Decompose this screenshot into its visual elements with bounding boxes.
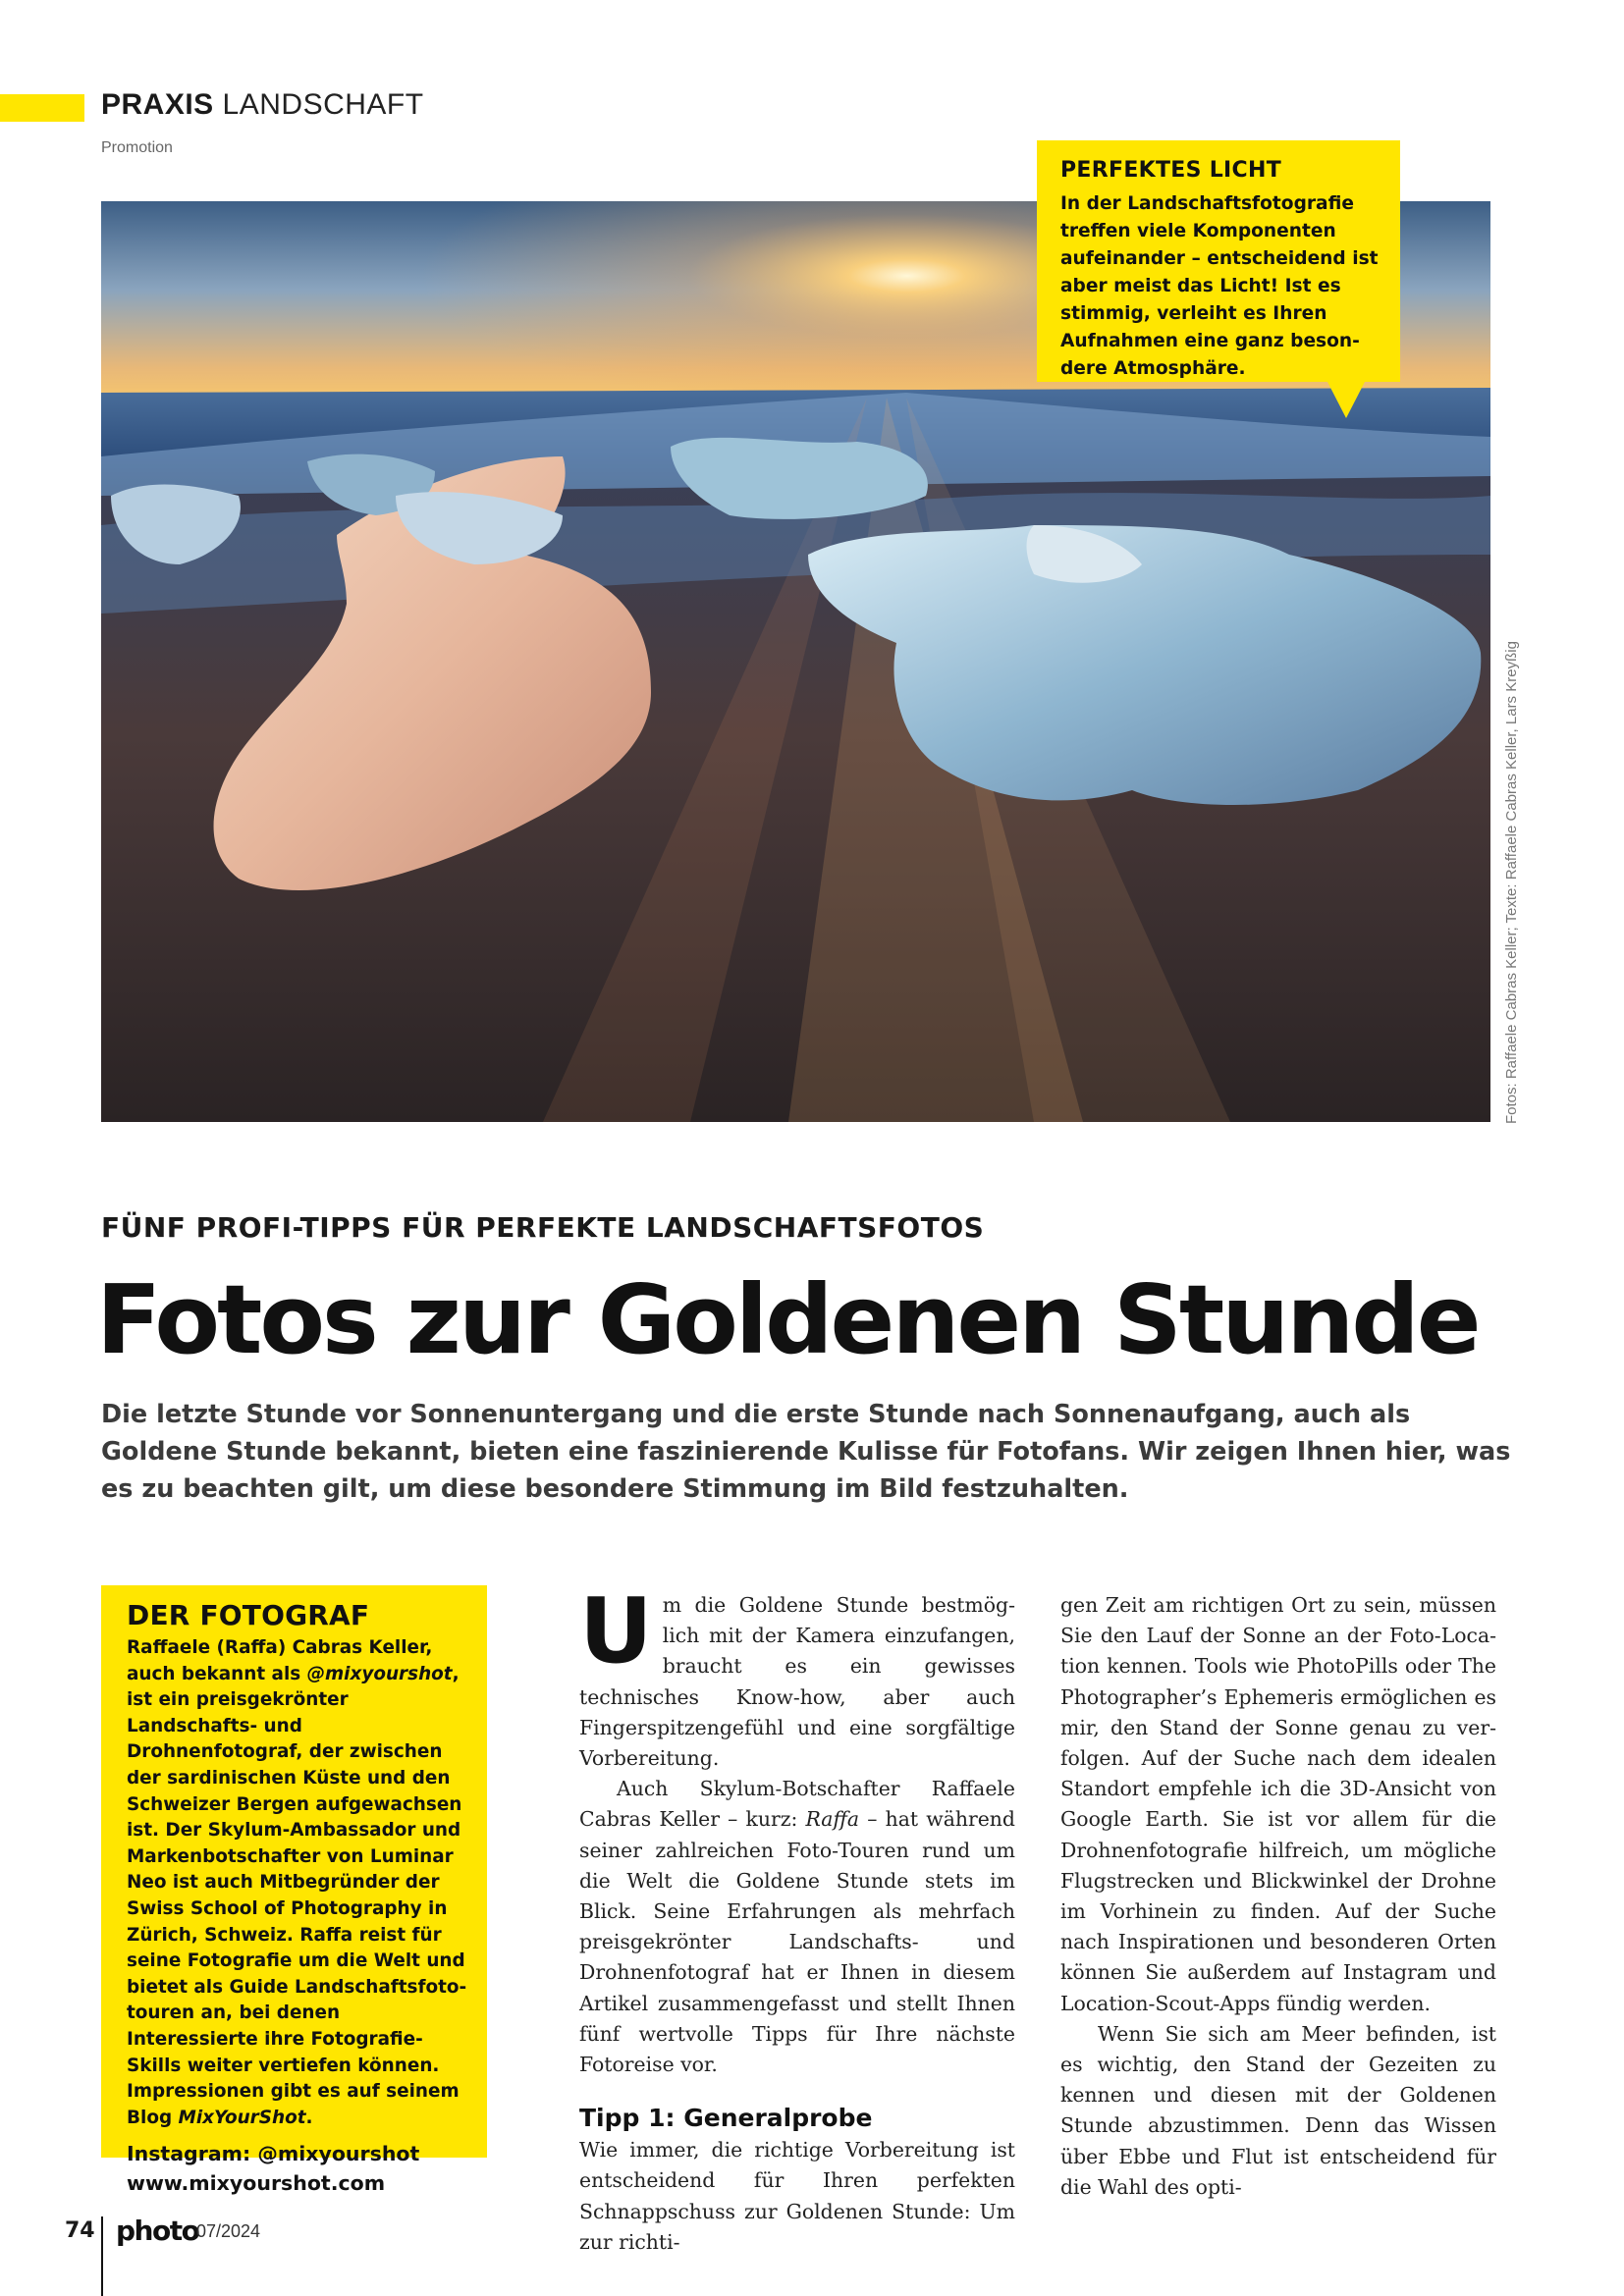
- callout-box: [1037, 140, 1400, 382]
- paragraph: gen Zeit am richtigen Ort zu sein, müssen Sie den Lauf der Sonne an der Foto-Location kennen. Tools wie PhotoPills oder The Photographer’s Ephemeris ermöglichen es mir, den Stand der Sonne genau zu verfolgen. Auf der Suche nach dem idealen Standort empfehle ich die 3D-Ansicht von Google Earth. Sie ist vor allem für die Drohnenfotografie hilfreich, um mögliche Flugstrecken und Blickwinkel der Drohne im Vorhinein zu finden. Auf der Suche nach Inspirationen und besonderen Orten können Sie außerdem auf Instagram und Location-Scout-Apps fündig werden.: [1060, 1593, 1496, 2015]
- paragraph-text: m die Goldene Stunde bestmöglich mit der Kamera einzufangen, braucht es ein gewisses technisches Know-how, aber auch Fingerspitzengefühl und eine sorgfältige Vorbereitung.: [579, 1593, 1015, 1771]
- article-column-1: [579, 1578, 1015, 2258]
- section-accent-bar: [0, 94, 84, 122]
- callout-title: PERFEKTES LICHT: [1060, 158, 1282, 183]
- bio-title: DER FOTOGRAF: [127, 1599, 370, 1631]
- issue-number: 07/2024: [196, 2221, 261, 2241]
- article-kicker: FÜNF PROFI-TIPPS FÜR PERFEKTE LANDSCHAFTSFOTOS: [101, 1211, 985, 1244]
- paragraph: Wenn Sie sich am Meer befinden, ist es wichtig, den Stand der Gezeiten zu kennen und diesen mit der Goldenen Stunde abzustimmen. Denn das Wissen über Ebbe und Flut ist entscheidend für die Wahl des opti-: [1060, 2021, 1496, 2199]
- nickname: Raffa: [805, 1807, 860, 1832]
- article-lead: Die letzte Stunde vor Sonnenuntergang und die erste Stunde nach Sonnenaufgang, auch als Goldene Stunde bekannt, bieten eine faszinierende Kulisse für Fotofans. Wir zeigen Ihnen hier, was es zu beachten gilt, um diese besondere Stimmung im Bild festzuhalten.: [101, 1400, 1511, 1504]
- bio-text-part: .: [305, 2107, 313, 2128]
- bio-handle: @mixyourshot: [306, 1663, 453, 1684]
- photographer-bio-box: [101, 1585, 487, 2196]
- photo-credit: Fotos: Raffaele Cabras Keller; Texte: Raffaele Cabras Keller, Lars Kreyßig: [1503, 641, 1520, 1124]
- drop-cap: U: [579, 1578, 653, 1683]
- paragraph-text: Auch Skylum-Botschafter Raffaele Cabras Keller – kurz:: [579, 1777, 1015, 1832]
- website-link: www.mixyourshot.com: [127, 2171, 386, 2196]
- paragraph: [579, 1774, 1015, 2080]
- footer-divider: [101, 2216, 103, 2296]
- bio-social: [127, 2139, 473, 2198]
- promotion-label: Promotion: [101, 139, 173, 156]
- callout-text: In der Landschaftsfotografie treffen viele Komponenten aufeinander – entscheidend ist aber meist das Licht! Ist es stimmig, verleiht es Ihren Aufnahmen eine ganz besondere Atmosphäre.: [1060, 193, 1379, 379]
- paragraph: Wie immer, die richtige Vorbereitung ist entscheidend für Ihren perfekten Schnappschuss zur Goldenen Stunde: Um zur richti-: [579, 2138, 1015, 2254]
- bio-text: [127, 1635, 473, 2131]
- section-label: [101, 88, 424, 122]
- tipp-1-heading: Tipp 1: Generalprobe: [579, 2104, 873, 2133]
- page-number: 74: [65, 2218, 95, 2243]
- section-label-light: LANDSCHAFT: [222, 88, 424, 121]
- bio-blog-name: MixYourShot: [178, 2107, 306, 2128]
- paragraph-text: – hat während seiner zahlreichen Foto-Touren rund um die Welt die Goldene Stunde stets im Blick. Seine Erfahrungen als mehrfach preisgekrönter Landschafts- und Drohnenfotograf hat er Ihnen in diesem Artikel zusammengefasst und stellt Ihnen fünf wertvolle Tipps für Ihre nächste Fotoreise vor.: [579, 1807, 1015, 2077]
- article-column-2: [1060, 1590, 1496, 2203]
- section-label-bold: PRAXIS: [101, 88, 214, 121]
- callout-tail: [1327, 382, 1365, 418]
- bio-text-part: Raffaele (Raffa) Cabras Keller, auch bekannt als: [127, 1637, 433, 1684]
- magazine-logo: photo: [116, 2215, 199, 2247]
- bio-text-part: , ist ein preisgekrönter Landschafts- und Drohnenfotograf, der zwischen der sardinischen Küste und den Schweizer Bergen aufgewachsen ist. Der Skylum-Ambassador und Markenbotschafter von Luminar Neo ist auch Mitbegründer der Swiss School of Photography in Zürich, Schweiz. Raffa reist für seine Fotografie um die Welt und bietet als Guide Landschaftsfototouren an, bei denen Interessierte ihre Fotografie-Skills weiter vertiefen können. Impressionen gibt es auf seinem Blog: [127, 1663, 467, 2128]
- article-headline: Fotos zur Goldenen Stunde: [96, 1264, 1479, 1375]
- instagram-handle: Instagram: @mixyourshot: [127, 2142, 420, 2166]
- paragraph: [579, 1578, 1015, 1774]
